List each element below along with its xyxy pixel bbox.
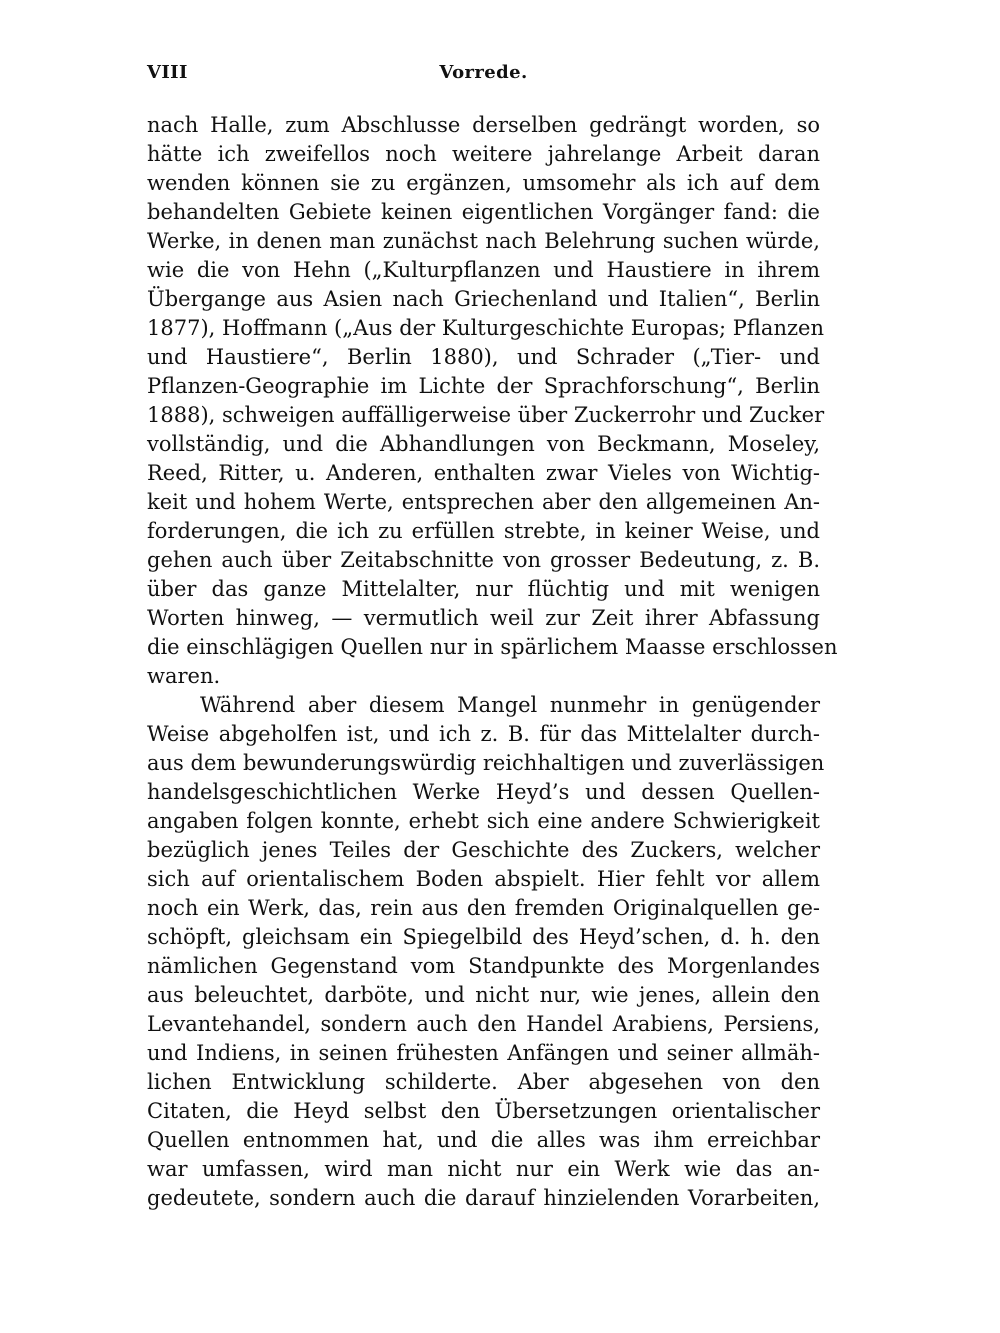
text-line: aus dem bewunderungswürdig reichhaltigen und zuverlässigen (147, 751, 825, 775)
text-line: angaben folgen konnte, erhebt sich eine andere Schwierigkeit (147, 809, 820, 833)
text-line: gedeutete, sondern auch die darauf hinzielenden Vorarbeiten, (147, 1186, 820, 1210)
text-line: sich auf orientalischem Boden abspielt. Hier fehlt vor allem (147, 867, 820, 891)
text-line: noch ein Werk, das, rein aus den fremden Originalquellen ge- (147, 896, 820, 920)
text-line: vollständig, und die Abhandlungen von Beckmann, Moseley, (147, 432, 820, 456)
text-line: schöpft, gleichsam ein Spiegelbild des Heyd’schen, d. h. den (147, 925, 820, 949)
text-line: Pflanzen-Geographie im Lichte der Sprachforschung“, Berlin (147, 374, 820, 398)
text-line: wie die von Hehn („Kulturpflanzen und Haustiere in ihrem (147, 258, 820, 282)
text-line: forderungen, die ich zu erfüllen strebte, in keiner Weise, und (147, 519, 820, 543)
text-line: gehen auch über Zeitabschnitte von grosser Bedeutung, z. B. (147, 548, 820, 572)
text-line: Quellen entnommen hat, und die alles was ihm erreichbar (147, 1128, 820, 1152)
text-line: Citaten, die Heyd selbst den Übersetzungen orientalischer (147, 1099, 820, 1123)
paragraph-end-line: waren. (147, 664, 221, 688)
text-line: keit und hohem Werte, entsprechen aber den allgemeinen An- (147, 490, 820, 514)
text-line: war umfassen, wird man nicht nur ein Werk wie das an- (147, 1157, 820, 1181)
page-number: VIII (147, 62, 188, 83)
text-line: lichen Entwicklung schilderte. Aber abgesehen von den (147, 1070, 820, 1094)
text-line: 1888), schweigen auffälligerweise über Zuckerrohr und Zucker (147, 403, 825, 427)
text-line: und Indiens, in seinen frühesten Anfängen und seiner allmäh- (147, 1041, 820, 1065)
text-line: hätte ich zweifellos noch weitere jahrelange Arbeit daran (147, 142, 820, 166)
text-line: Übergange aus Asien nach Griechenland und Italien“, Berlin (147, 287, 820, 311)
text-line: Werke, in denen man zunächst nach Belehrung suchen würde, (147, 229, 820, 253)
text-line: 1877), Hoffmann („Aus der Kulturgeschichte Europas; Pflanzen (147, 316, 824, 340)
text-line: Weise abgeholfen ist, und ich z. B. für das Mittelalter durch- (147, 722, 820, 746)
text-line: über das ganze Mittelalter, nur flüchtig und mit wenigen (147, 577, 820, 601)
text-line: die einschlägigen Quellen nur in spärlichem Maasse erschlossen (147, 635, 838, 659)
text-line: nämlichen Gegenstand vom Standpunkte des Morgenlandes (147, 954, 820, 978)
text-line: aus beleuchtet, darböte, und nicht nur, wie jenes, allein den (147, 983, 820, 1007)
text-line: handelsgeschichtlichen Werke Heyd’s und dessen Quellen- (147, 780, 820, 804)
text-line: Levantehandel, sondern auch den Handel Arabiens, Persiens, (147, 1012, 820, 1036)
text-line: wenden können sie zu ergänzen, umsomehr als ich auf dem (147, 171, 820, 195)
text-line: bezüglich jenes Teiles der Geschichte des Zuckers, welcher (147, 838, 820, 862)
page-header (147, 62, 820, 86)
text-line: nach Halle, zum Abschlusse derselben gedrängt worden, so (147, 113, 820, 137)
body-text (147, 111, 838, 1213)
text-line: Reed, Ritter, u. Anderen, enthalten zwar Vieles von Wichtig- (147, 461, 820, 485)
text-line: behandelten Gebiete keinen eigentlichen Vorgänger fand: die (147, 200, 820, 224)
text-line: Worten hinweg, — vermutlich weil zur Zeit ihrer Abfassung (147, 606, 820, 630)
text-line: und Haustiere“, Berlin 1880), und Schrader („Tier- und (147, 345, 820, 369)
running-title: Vorrede. (439, 62, 528, 83)
paragraph-start-line: Während aber diesem Mangel nunmehr in genügender (200, 693, 820, 717)
